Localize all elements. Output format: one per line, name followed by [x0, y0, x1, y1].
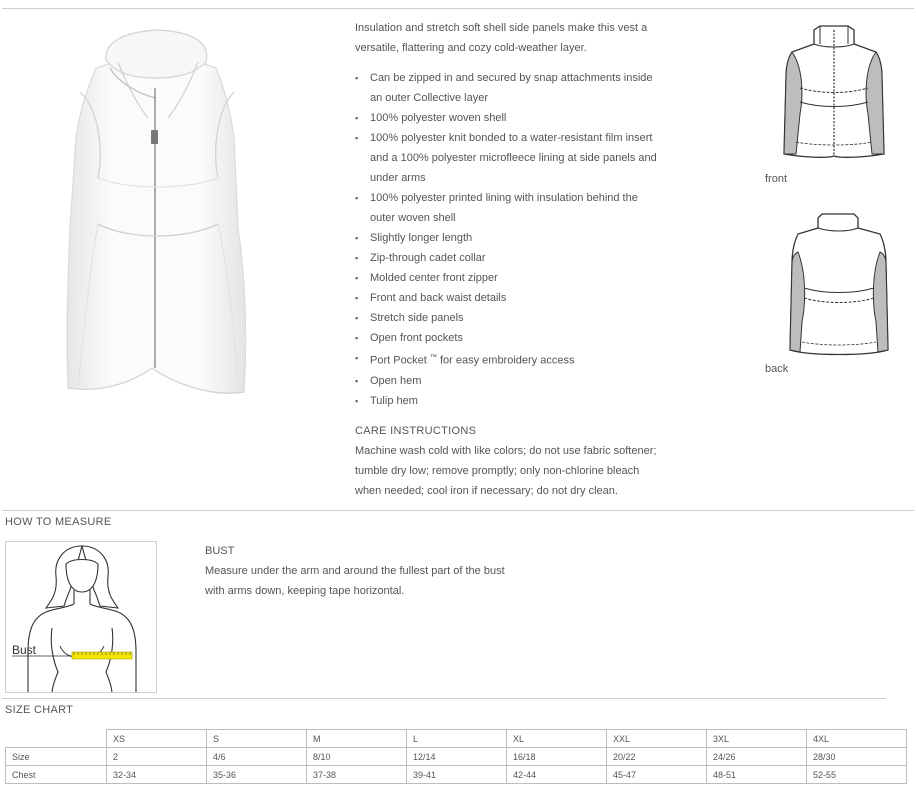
port-pocket-label: Port Pocket	[370, 354, 427, 367]
table-cell: 37-38	[307, 766, 407, 784]
size-chart-header-cell: XS	[107, 730, 207, 748]
flat-sketch-front	[780, 22, 888, 162]
table-cell: 16/18	[507, 748, 607, 766]
feature-item: ▪ Open front pockets	[355, 328, 665, 348]
bust-measure-diagram	[5, 541, 157, 693]
feature-item: ▪ Can be zipped in and secured by snap attachments inside an outer Collective layer	[355, 68, 665, 108]
top-divider	[2, 8, 914, 9]
size-chart-title: SIZE CHART	[5, 704, 74, 716]
flat-front-caption: front	[765, 173, 788, 185]
table-cell: 28/30	[807, 748, 907, 766]
table-cell: 32-34	[107, 766, 207, 784]
feature-item: ▪ Front and back waist details	[355, 288, 665, 308]
table-cell: 45-47	[607, 766, 707, 784]
feature-item-port-pocket	[355, 348, 665, 371]
feature-item: ▪ 100% polyester printed lining with insulation behind the outer woven shell	[355, 188, 665, 228]
table-cell: 12/14	[407, 748, 507, 766]
feature-list	[355, 68, 665, 411]
product-photo	[58, 28, 258, 400]
feature-item: ▪ Stretch side panels	[355, 308, 665, 328]
table-cell: 35-36	[207, 766, 307, 784]
size-chart-row-size	[6, 748, 907, 766]
woman-figure-illustration	[6, 542, 157, 693]
size-chart-header-row	[6, 730, 907, 748]
size-chart-row-chest	[6, 766, 907, 784]
table-cell: 42-44	[507, 766, 607, 784]
size-chart-header-cell: L	[407, 730, 507, 748]
table-cell: 4/6	[207, 748, 307, 766]
measure-divider	[2, 510, 914, 511]
table-cell: Chest	[6, 766, 107, 784]
table-cell: 52-55	[807, 766, 907, 784]
flat-back-caption: back	[765, 363, 789, 375]
size-chart-table	[5, 729, 907, 784]
feature-item: ▪ 100% polyester woven shell	[355, 108, 665, 128]
description-intro: Insulation and stretch soft shell side panels make this vest a versatile, flattering and cozy cold-weather layer.	[355, 22, 648, 54]
table-cell: 2	[107, 748, 207, 766]
bust-instructions: Measure under the arm and around the fullest part of the bust with arms down, keeping tape horizontal.	[205, 565, 505, 597]
feature-item: ▪ Open hem	[355, 371, 665, 391]
size-chart-header-cell: 3XL	[707, 730, 807, 748]
feature-item: ▪ Slightly longer length	[355, 228, 665, 248]
feature-item: ▪ Zip-through cadet collar	[355, 248, 665, 268]
flat-sketch-back	[788, 212, 890, 358]
size-chart-header-cell: XXL	[607, 730, 707, 748]
how-to-measure-title: HOW TO MEASURE	[5, 516, 112, 528]
size-chart-header-cell: M	[307, 730, 407, 748]
table-cell: 20/22	[607, 748, 707, 766]
care-instructions-title: CARE INSTRUCTIONS	[355, 424, 477, 437]
care-instructions-text: Machine wash cold with like colors; do not use fabric softener; tumble dry low; remove promptly; only non-chlorine bleach when needed; cool iron if necessary; do not dry clean.	[355, 444, 657, 497]
size-chart-header-cell	[6, 730, 107, 748]
trademark-symbol: ™	[429, 354, 437, 361]
size-chart-header-cell: XL	[507, 730, 607, 748]
table-cell: 8/10	[307, 748, 407, 766]
table-cell: 48-51	[707, 766, 807, 784]
table-cell: 24/26	[707, 748, 807, 766]
feature-item: ▪ Molded center front zipper	[355, 268, 665, 288]
feature-item: ▪ Tulip hem	[355, 391, 665, 411]
diagram-bust-label: Bust	[12, 643, 37, 657]
size-chart-divider	[2, 698, 886, 699]
size-chart-header-cell: S	[207, 730, 307, 748]
product-description	[355, 18, 665, 501]
port-pocket-suffix: for easy embroidery access	[436, 354, 575, 367]
table-cell: 39-41	[407, 766, 507, 784]
bust-title: BUST	[205, 545, 235, 557]
feature-item: ▪ 100% polyester knit bonded to a water-resistant film insert and a 100% polyester microfleece lining at side panels and under arms	[355, 128, 665, 188]
size-chart-header-cell: 4XL	[807, 730, 907, 748]
table-cell: Size	[6, 748, 107, 766]
